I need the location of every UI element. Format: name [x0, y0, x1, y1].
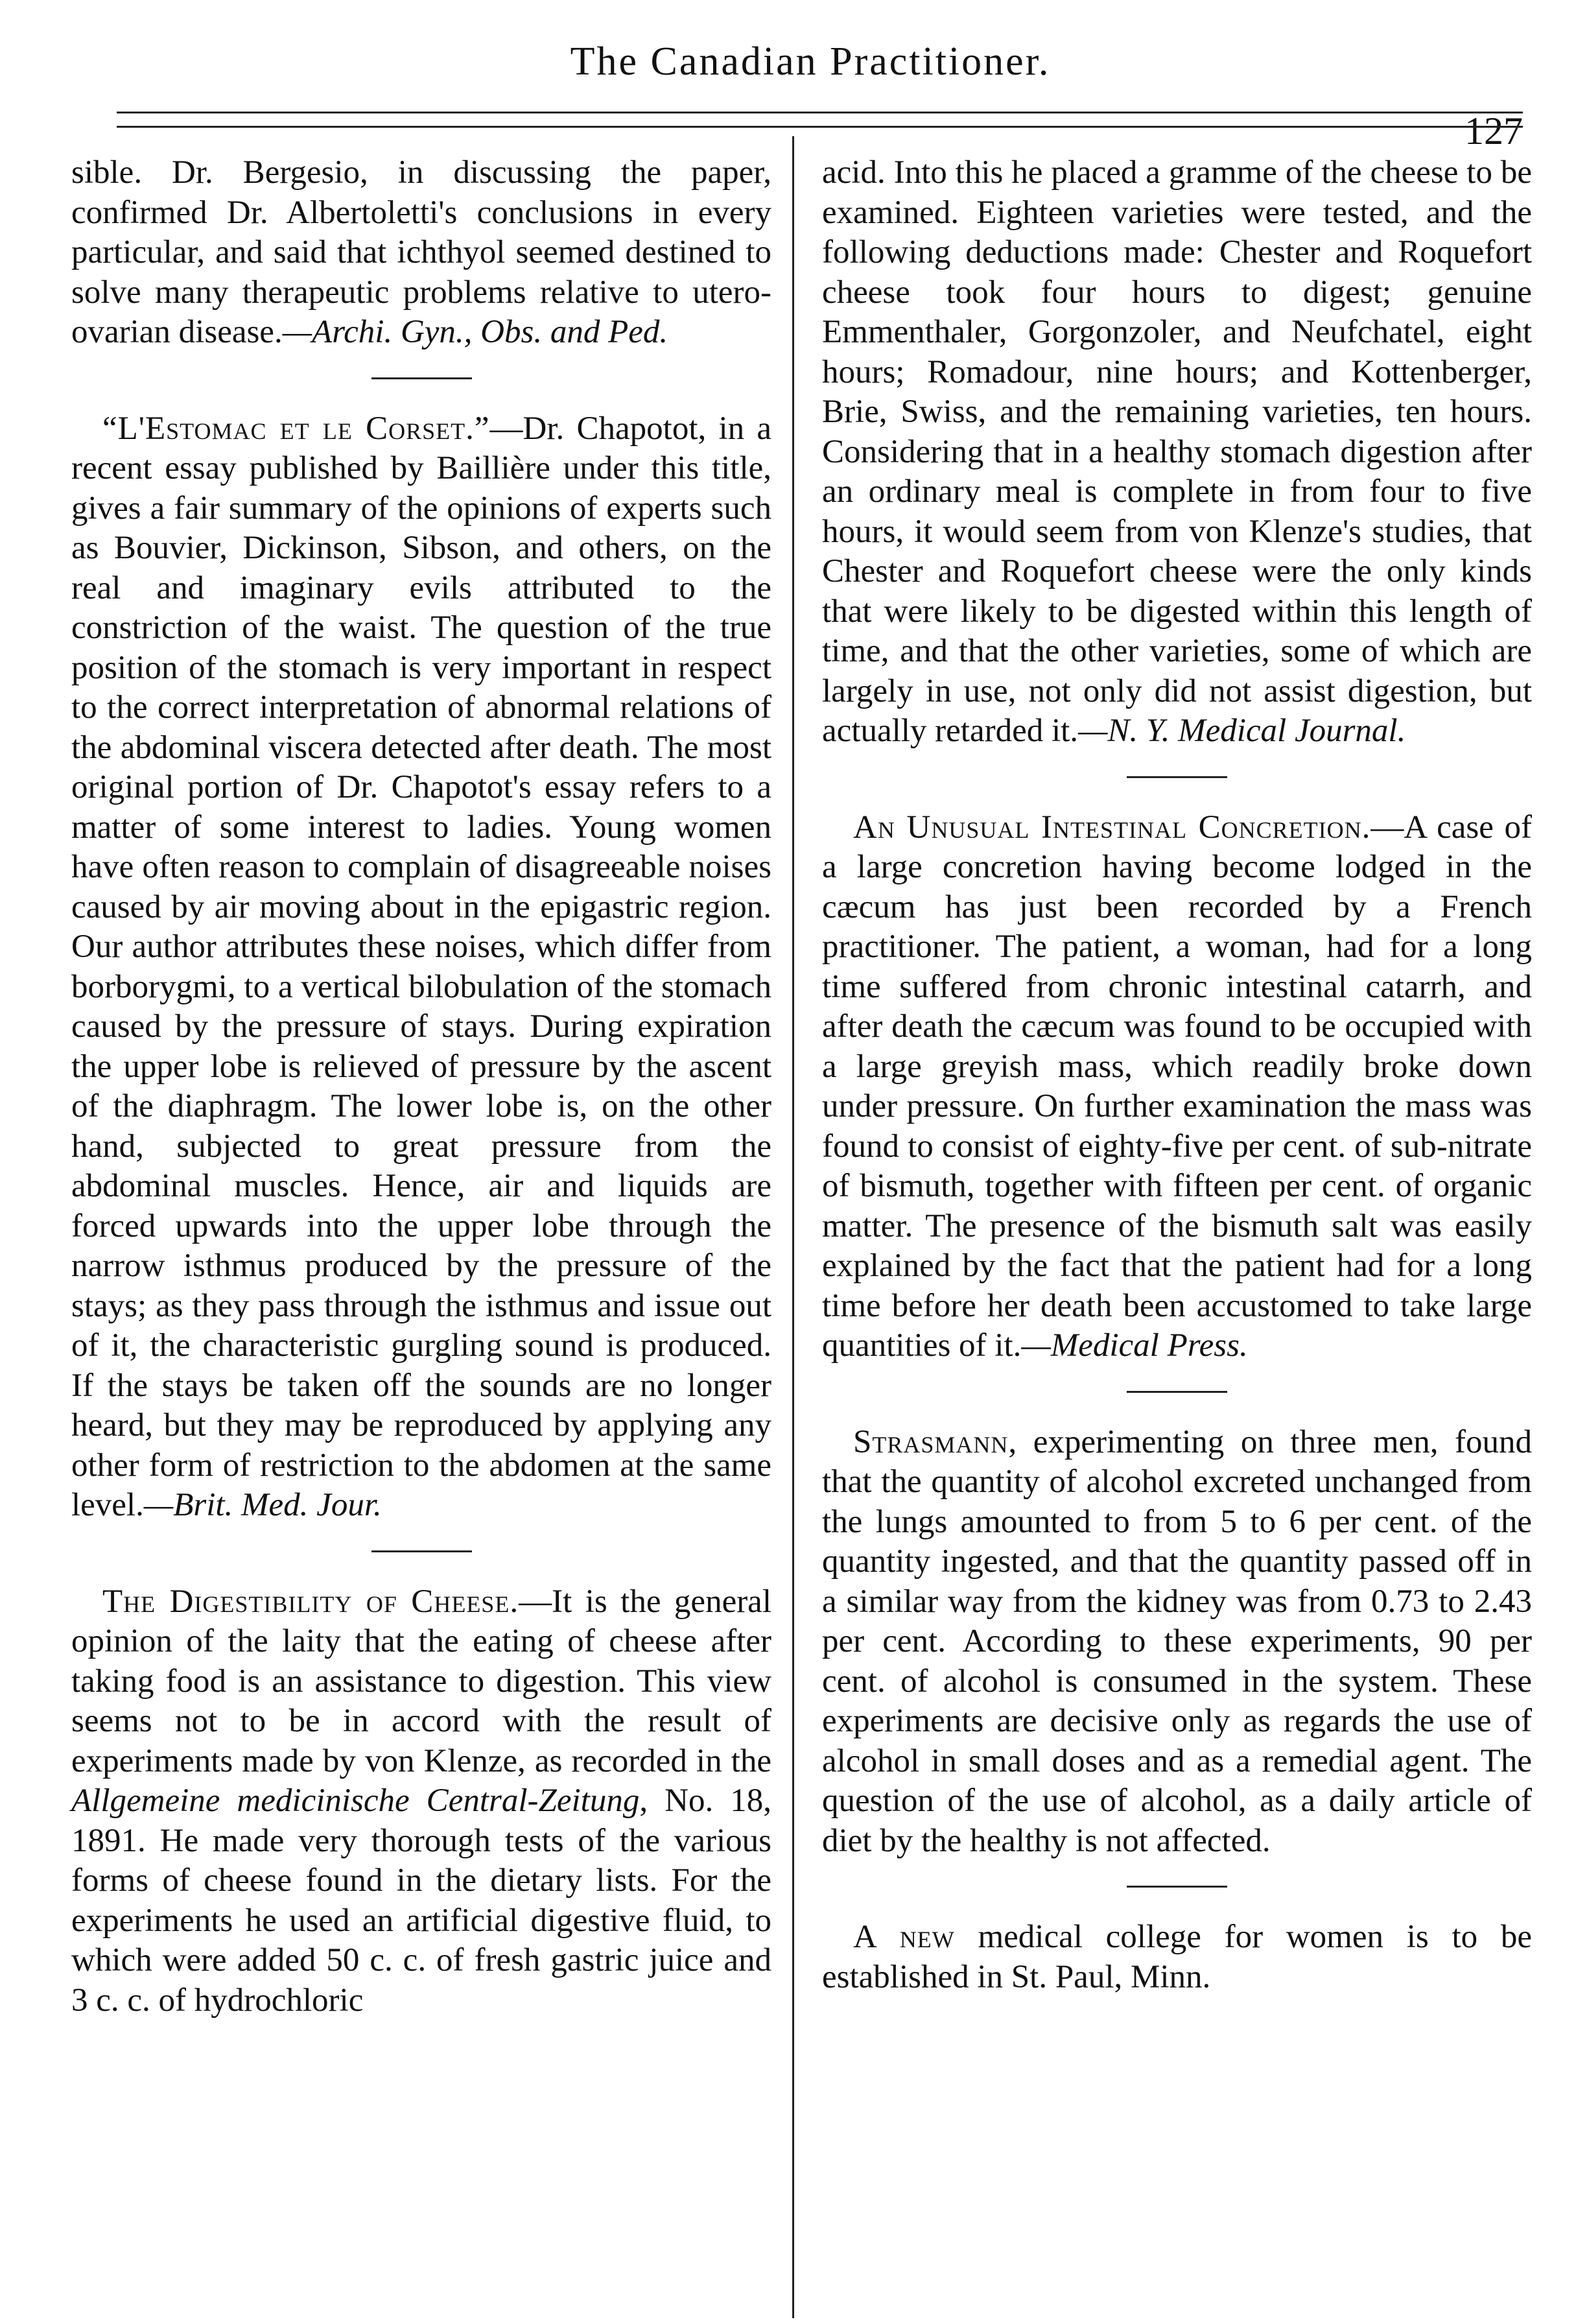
cheese-journal: Allgemeine medicinische Central-Zeitung: [71, 1783, 640, 1819]
cheese-citation: —N. Y. Medical Journal.: [1078, 713, 1406, 749]
page-number: 127: [1464, 110, 1523, 152]
ichthyol-paragraph: [71, 153, 771, 353]
left-column: [71, 153, 771, 2021]
corset-heading: “L'Estomac et le Corset.”: [102, 410, 490, 447]
cheese-continued-text: acid. Into this he placed a gramme of the cheese to be examined. Eighteen varieties were tested, and the following deductions made: Chester and Roquefort cheese took four hours to digest; genuine Emmenthaler, Gorgonzoler, and Neufchatel, eight hours; Romadour, nine hours; and Kottenberger, Brie, Swiss, and the remaining varieties, ten hours. Considering that in a healthy stomach digestion after an ordinary meal is complete in from four to five hours, it would seem from von Klenze's studies, that Chester and Roquefort cheese were the only kinds that were likely to be digested within this length of time, and that the other varieties, some of which are largely in use, not only did not assist digestion, but actually retarded it.: [822, 154, 1532, 749]
ichthyol-citation: —Archi. Gyn., Obs. and Ped.: [282, 314, 668, 350]
corset-citation: —Brit. Med. Jour.: [143, 1487, 382, 1523]
corset-text: —Dr. Chapotot, in a recent essay published by Baillière under this title, gives a fair summary of the opinions of experts such as Bouvier, Dickinson, Sibson, and others, on the real and imaginary evils attributed to the constriction of the waist. The question of the true position of the stomach is very important in respect to the correct interpretation of abnormal relations of the abdominal viscera detected after death. The most original portion of Dr. Chapotot's essay refers to a matter of some interest to ladies. Young women have often reason to complain of disagreeable noises caused by air moving about in the epigastric region. Our author attributes these noises, which differ from borborygmi, to a vertical bilobulation of the stomach caused by the pressure of stays. During expiration the upper lobe is relieved of pressure by the ascent of the diaphragm. The lower lobe is, on the other hand, subjected to great pressure from the abdominal muscles. Hence, air and liquids are forced upwards into the upper lobe through the narrow isthmus produced by the pressure of the stays; as they pass through the isthmus and issue out of it, the characteristic gurgling sound is produced. If the stays be taken off the sounds are no longer heard, but they may be reproduced by applying any other form of restriction to the abdomen at the same level.: [71, 410, 771, 1523]
header-rule-top: [117, 112, 1523, 113]
concretion-paragraph: [822, 808, 1532, 1366]
section-separator: [371, 377, 472, 379]
section-separator: [1127, 1886, 1227, 1888]
column-divider: [792, 136, 794, 2318]
cheese-continued-paragraph: [822, 153, 1532, 752]
alcohol-text: , experimenting on three men, found that the quantity of alcohol excreted unchanged from the lungs amounted to from 5 to 6 per cent. of the quantity ingested, and that the quantity passed off in a similar way from the kidney was from 0.73 to 2.43 per cent. According to these experiments, 90 per cent. of alcohol is consumed in the system. These experiments are decisive only as regards the use of alcohol in small doses and as a remedial agent. The question of the use of alcohol, as a daily article of diet by the healthy is not affected.: [822, 1423, 1532, 1859]
alcohol-paragraph: [822, 1423, 1532, 1862]
running-header: The Canadian Practitioner.: [570, 40, 1051, 84]
cheese-text-before: —It is the general opinion of the laity that the eating of cheese after taking food is an assistance to digestion. This view seems not to be in accord with the result of experiments made by von Klenze, as recorded in the: [71, 1583, 771, 1779]
section-separator: [1127, 776, 1227, 778]
college-paragraph: [822, 1917, 1532, 1997]
concretion-citation: —Medical Press.: [1021, 1327, 1248, 1364]
section-separator: [1127, 1391, 1227, 1393]
right-column: [822, 153, 1532, 1997]
cheese-heading: The Digestibility of Cheese.: [102, 1583, 519, 1620]
cheese-text-after: , No. 18, 1891. He made very thorough tests of the various forms of cheese found in the dietary lists. For the experiments he used an artificial digestive fluid, to which were added 50 c. c. of fresh gastric juice and 3 c. c. of hydrochloric: [71, 1783, 771, 2019]
header-rule-bottom: [117, 126, 1523, 128]
college-lead: A new: [853, 1919, 955, 1955]
cheese-paragraph: [71, 1582, 771, 2021]
concretion-text: —A case of a large concretion having become lodged in the cæcum has just been recorded by a French practitioner. The patient, a woman, had for a long time suffered from chronic intestinal catarrh, and after death the cæcum was found to be occupied with a large greyish mass, which readily broke down under pressure. On further examination the mass was found to consist of eighty-five per cent. of sub-nitrate of bismuth, together with fifteen per cent. of organic matter. The presence of the bismuth salt was easily explained by the fact that the patient had for a long time before her death been accustomed to take large quantities of it.: [822, 809, 1532, 1364]
ichthyol-text: sible. Dr. Bergesio, in discussing the paper, confirmed Dr. Albertoletti's conclusions in every particular, and said that ichthyol seemed destined to solve many therapeutic problems relative to utero-ovarian disease.: [71, 154, 771, 350]
section-separator: [371, 1550, 472, 1552]
alcohol-heading: Strasmann: [853, 1423, 1009, 1460]
college-text: medical college for women is to be established in St. Paul, Minn.: [822, 1919, 1533, 1995]
concretion-heading: An Unusual Intestinal Concretion.: [853, 809, 1371, 846]
corset-paragraph: [71, 409, 771, 1526]
